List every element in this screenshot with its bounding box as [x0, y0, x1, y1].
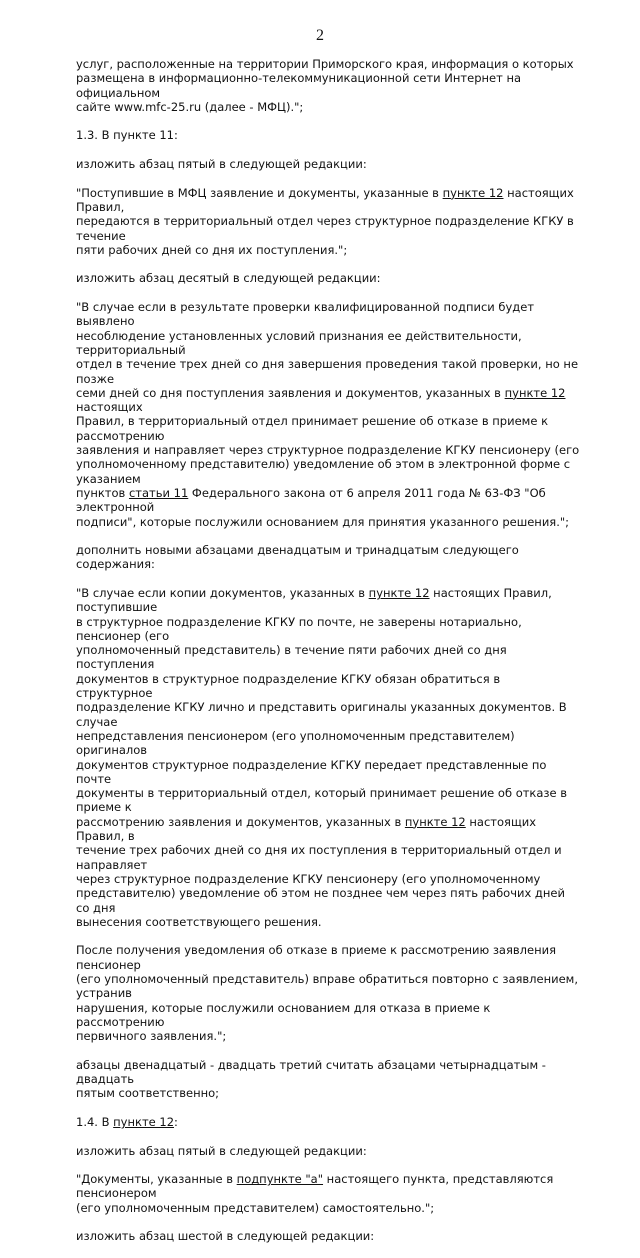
- paragraph: изложить абзац шестой в следующей редакции:: [76, 1229, 375, 1244]
- paragraph: услуг, расположенные на территории Приморского края, информация о которых размещена в информационно-телекоммуникационной сети Интернет на официальном сайте www.mfc-25.ru (далее - МФЦ).";: [76, 57, 574, 114]
- cross-reference-link[interactable]: пункте 12: [504, 385, 566, 400]
- cross-reference-link[interactable]: пункте 12: [404, 814, 466, 829]
- paragraph: изложить абзац десятый в следующей редакции:: [76, 271, 381, 286]
- cross-reference-link[interactable]: пункте 12: [113, 1114, 175, 1129]
- paragraph: 1.3. В пункте 11:: [76, 128, 178, 143]
- cross-reference-link[interactable]: подпункте "а": [236, 1172, 324, 1187]
- paragraph: "Поступившие в МФЦ заявление и документы, указанные в пункте 12 настоящих Правил, передаются в территориальный отдел через структурное подразделение КГКУ в течение пяти рабочих дней со дня их поступления.";: [76, 185, 574, 257]
- paragraph: изложить абзац пятый в следующей редакции:: [76, 1143, 367, 1158]
- paragraph: После получения уведомления об отказе в приеме к рассмотрению заявления пенсионер (его уполномоченный представитель) вправе обратиться повторно с заявлением, устранив нарушения, которые послужили основанием для отказа в приеме к рассмотрению первичного заявления.";: [76, 943, 579, 1044]
- cross-reference-link[interactable]: статьи 11: [128, 485, 189, 500]
- paragraph: "Документы, указанные в подпункте "а" настоящего пункта, представляются пенсионером (его уполномоченным представителем) самостоятельно.";: [76, 1172, 554, 1215]
- document-body: [76, 57, 580, 1258]
- paragraph: 1.4. В пункте 12:: [76, 1114, 178, 1129]
- paragraph: изложить абзац пятый в следующей редакции:: [76, 157, 367, 172]
- cross-reference-link[interactable]: пункте 12: [368, 585, 430, 600]
- cross-reference-link[interactable]: пункте 12: [442, 185, 504, 200]
- paragraph: абзацы двенадцатый - двадцать третий считать абзацами четырнадцатым - двадцать пятым соответственно;: [76, 1057, 546, 1101]
- paragraph: "В случае если копии документов, указанных в пункте 12 настоящих Правил, поступившие в структурное подразделение КГКУ по почте, не заверены нотариально, пенсионер (его уполномоченный представитель) в течение пяти рабочих дней со дня поступления документов в структурное подразделение КГКУ обязан обратиться в структурное подразделение КГКУ лично и представить оригиналы указанных документов. В случае непредставления пенсионером (его уполномоченным представителем) оригиналов документов структурное подразделение КГКУ передает представленные по почте документы в территориальный отдел, который принимает решение об отказе в приеме к рассмотрению заявления и документов, указанных в пункте 12 настоящих Правил, в течение трех рабочих дней со дня их поступления в территориальный отдел и направляет через структурное подразделение КГКУ пенсионеру (его уполномоченному представителю) уведомление об этом не позднее чем через пять рабочих дней со дня вынесения соответствующего решения.: [76, 585, 568, 929]
- paragraph: дополнить новыми абзацами двенадцатым и тринадцатым следующего содержания:: [76, 543, 519, 572]
- page-number: 2: [316, 27, 324, 44]
- paragraph: "В случае если в результате проверки квалифицированной подписи будет выявлено несоблюдение установленных условий признания ее действительности, территориальный отдел в течение трех дней со дня завершения проведения такой проверки, но не позже семи дней со дня поступления заявления и документов, указанных в пункте 12 настоящих Правил, в территориальный отдел принимает решение об отказе в приеме к рассмотрению заявления и направляет через структурное подразделение КГКУ пенсионеру (его уполномоченному представителю) уведомление об этом в электронной форме с указанием пунктов статьи 11 Федерального закона от 6 апреля 2011 года № 63-ФЗ "Об электронной подписи", которые послужили основанием для принятия указанного решения.";: [76, 300, 580, 529]
